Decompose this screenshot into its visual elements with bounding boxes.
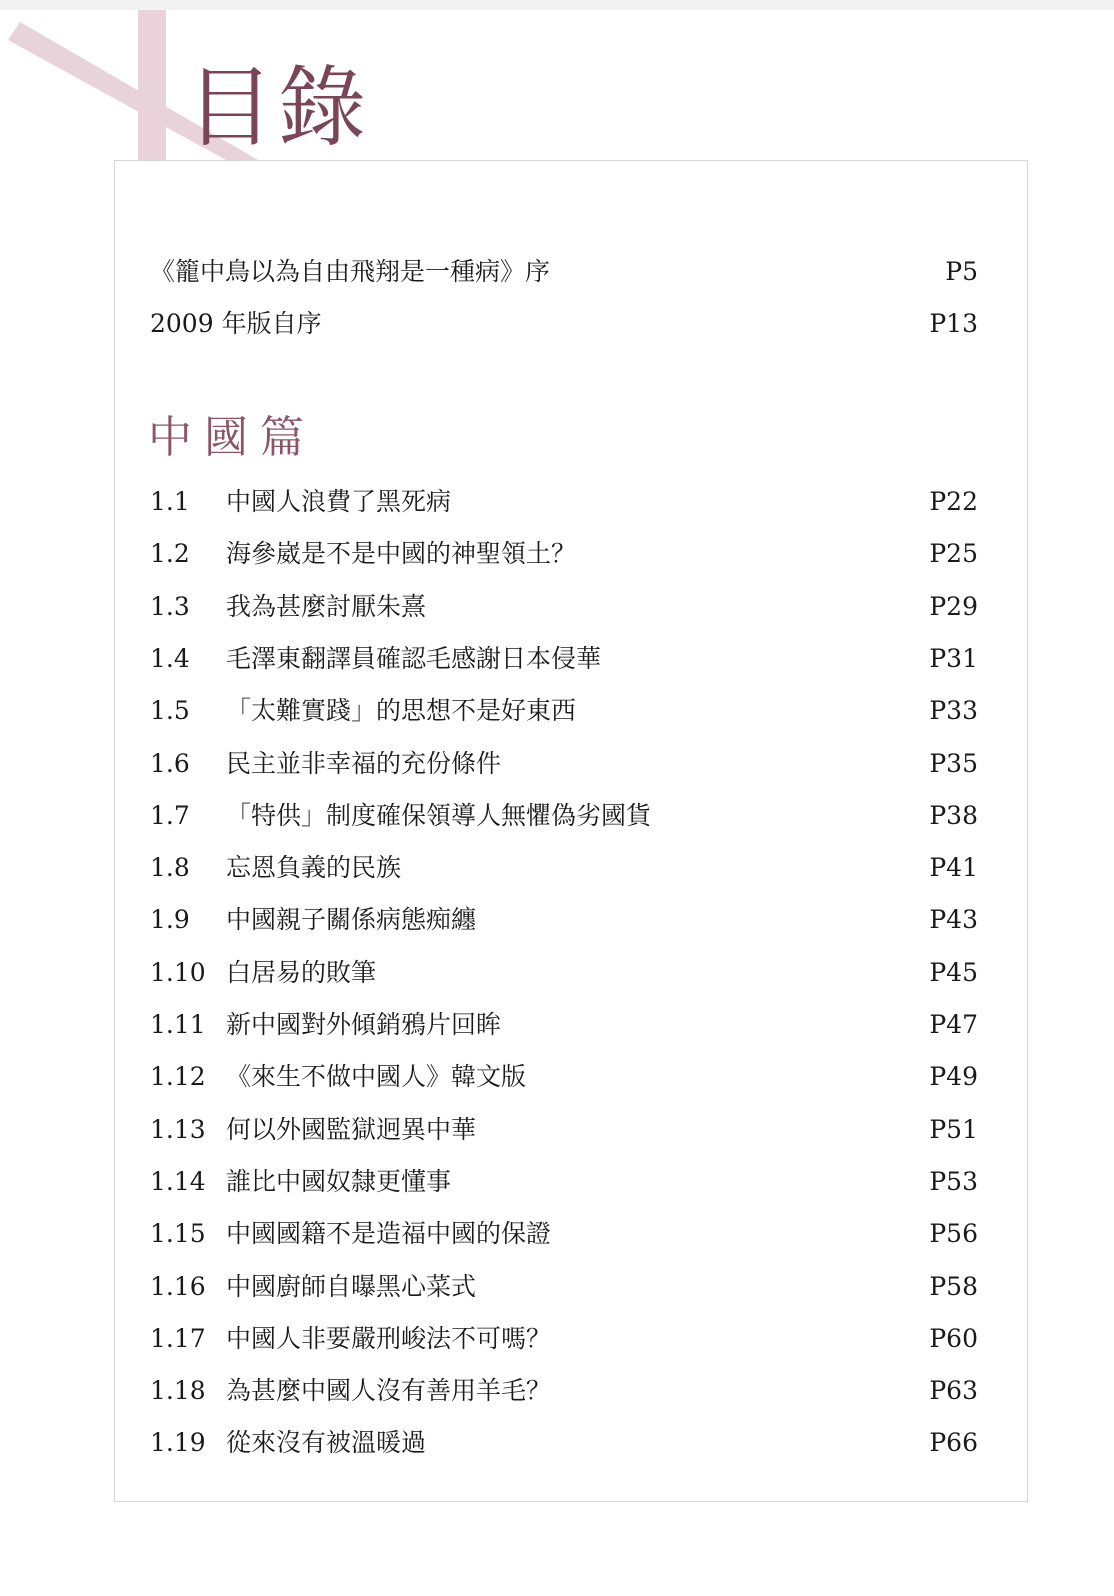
toc-entry[interactable] xyxy=(150,1319,978,1359)
entry-title: 從來沒有被溫暖過 xyxy=(226,1428,427,1457)
entry-page: P31 xyxy=(929,644,978,673)
entry-number: 1.16 xyxy=(150,1272,206,1301)
entry-title: 誰比中國奴隸更懂事 xyxy=(226,1167,452,1196)
entry-page: P58 xyxy=(929,1272,978,1301)
toc-entry[interactable] xyxy=(150,1057,978,1097)
entry-title: 「特供」制度確保領導人無懼偽劣國貨 xyxy=(226,801,652,830)
entry-page: P35 xyxy=(929,749,978,778)
entry-title: 中國親子關係病態痴纏 xyxy=(226,905,477,934)
entry-page: P43 xyxy=(929,905,978,934)
entry-page: P38 xyxy=(929,801,978,830)
entry-page: P60 xyxy=(929,1324,978,1353)
toc-entry[interactable] xyxy=(150,744,978,784)
entry-number: 1.6 xyxy=(150,749,190,778)
entry-title: 民主並非幸福的充份條件 xyxy=(226,749,502,778)
entry-page: P29 xyxy=(929,592,978,621)
entry-page: P45 xyxy=(929,958,978,987)
entry-title: 毛澤東翻譯員確認毛感謝日本侵華 xyxy=(226,644,602,673)
toc-entry-author-preface[interactable] xyxy=(150,304,978,344)
entry-title: 白居易的敗筆 xyxy=(226,958,377,987)
entry-number: 1.13 xyxy=(150,1115,206,1144)
entry-title: 中國國籍不是造福中國的保證 xyxy=(226,1219,552,1248)
entry-title: 「太難實踐」的思想不是好東西 xyxy=(226,696,577,725)
entry-number: 1.7 xyxy=(150,801,190,830)
page-title: 目錄 xyxy=(186,56,371,159)
entry-page: P66 xyxy=(929,1428,978,1457)
entry-number: 1.19 xyxy=(150,1428,206,1457)
entry-title: 新中國對外傾銷鴉片回眸 xyxy=(226,1010,502,1039)
entry-number: 1.5 xyxy=(150,696,190,725)
toc-entry[interactable] xyxy=(150,900,978,940)
entry-number: 1.1 xyxy=(150,487,190,516)
entry-page: P53 xyxy=(929,1167,978,1196)
entry-title: 《來生不做中國人》韓文版 xyxy=(226,1062,527,1091)
cross-vertical-bar xyxy=(138,10,166,160)
section-heading: 中國篇 xyxy=(148,412,316,463)
entry-number: 1.17 xyxy=(150,1324,206,1353)
entry-page: P56 xyxy=(929,1219,978,1248)
toc-entry[interactable] xyxy=(150,534,978,574)
toc-entry[interactable] xyxy=(150,848,978,888)
toc-entry[interactable] xyxy=(150,1110,978,1150)
entry-page: P51 xyxy=(929,1115,978,1144)
entry-number: 1.8 xyxy=(150,853,190,882)
entry-number: 1.11 xyxy=(150,1010,206,1039)
entry-number: 1.4 xyxy=(150,644,190,673)
toc-entry[interactable] xyxy=(150,953,978,993)
entry-title: 中國人浪費了黑死病 xyxy=(226,487,452,516)
entry-page: P5 xyxy=(945,257,978,286)
toc-entry[interactable] xyxy=(150,1423,978,1463)
entry-title: 忘恩負義的民族 xyxy=(226,853,402,882)
entry-page: P22 xyxy=(929,487,978,516)
toc-entry-preface[interactable] xyxy=(150,252,978,292)
entry-number: 1.15 xyxy=(150,1219,206,1248)
toc-entry[interactable] xyxy=(150,691,978,731)
entry-number: 1.10 xyxy=(150,958,206,987)
entry-page: P63 xyxy=(929,1376,978,1405)
entry-title: 何以外國監獄迥異中華 xyxy=(226,1115,477,1144)
entry-page: P47 xyxy=(929,1010,978,1039)
entry-title: 中國廚師自曝黑心菜式 xyxy=(226,1272,477,1301)
entry-number: 1.3 xyxy=(150,592,190,621)
toc-entry[interactable] xyxy=(150,1162,978,1202)
entry-page: P25 xyxy=(929,539,978,568)
entry-title: 海參崴是不是中國的神聖領土？ xyxy=(226,539,577,568)
entry-number: 1.12 xyxy=(150,1062,206,1091)
toc-entry[interactable] xyxy=(150,1005,978,1045)
toc-entry[interactable] xyxy=(150,1267,978,1307)
entry-title: 中國人非要嚴刑峻法不可嗎？ xyxy=(226,1324,552,1353)
entry-number: 1.2 xyxy=(150,539,190,568)
entry-title: 為甚麼中國人沒有善用羊毛？ xyxy=(226,1376,552,1405)
toc-entry[interactable] xyxy=(150,796,978,836)
entry-page: P41 xyxy=(929,853,978,882)
entry-number: 1.9 xyxy=(150,905,190,934)
toc-entry[interactable] xyxy=(150,587,978,627)
entry-number: 1.14 xyxy=(150,1167,206,1196)
toc-entry[interactable] xyxy=(150,1371,978,1411)
entry-title: 《籠中鳥以為自由飛翔是一種病》序 xyxy=(150,257,551,286)
entry-number: 1.18 xyxy=(150,1376,206,1405)
entry-page: P13 xyxy=(929,309,978,338)
entry-page: P33 xyxy=(929,696,978,725)
entry-title: 我為甚麼討厭朱熹 xyxy=(226,592,427,621)
entry-title: 2009 年版自序 xyxy=(150,309,322,338)
entry-page: P49 xyxy=(929,1062,978,1091)
toc-entry[interactable] xyxy=(150,1214,978,1254)
toc-entry[interactable] xyxy=(150,482,978,522)
toc-entry[interactable] xyxy=(150,639,978,679)
